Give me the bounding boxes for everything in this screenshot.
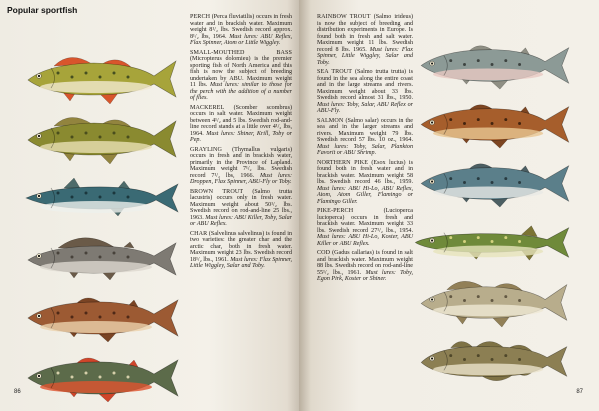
fish-marking xyxy=(99,316,102,319)
fish-pupil xyxy=(431,239,433,241)
fish-pupil xyxy=(38,195,40,197)
fish-marking xyxy=(463,181,466,184)
perch-illustration xyxy=(18,48,186,108)
entry-cod: COD (Gadus callarias) is found in salt and brackish water. Maximum weight 88 lbs. Swedish record on rod-and-line 55¹/₂ lbs., 1961. Must lures: Toby, Egon Pirk, Koster or Shiner. xyxy=(317,250,413,282)
fish-marking xyxy=(449,354,452,357)
fish-fin xyxy=(490,80,508,89)
brown-trout-illustration xyxy=(18,288,186,348)
fish-fin xyxy=(124,242,134,248)
fish-marking xyxy=(491,181,494,184)
fish-pupil xyxy=(431,121,433,123)
salmon-illustration xyxy=(401,154,587,213)
page-heading: Popular sportfish xyxy=(7,5,78,15)
fish-marking xyxy=(71,376,74,379)
entry-northern-pike: NORTHERN PIKE (Esox lucius) is found both in fresh water and in brackish water. Maximum weight 58 lbs. Swedish record 46 lbs., 1959. Must lures: ABU Hi-Lo, ABU Reflex, Atom, Atom Giller, Flamingo or Flamingo Giller. xyxy=(317,159,413,205)
entry-perch: PERCH (Perca fluviatilis) occurs in fresh water and in brackish water. Maximum weight 8¹/₂ lbs. Swedish record approx. 8¹/₂ lbs, 1964. Must lures: ABU Reflex, Flax Spinner, Atom or Little Wiggley. xyxy=(190,14,292,46)
fish-belly xyxy=(40,321,152,333)
grayling-illustration xyxy=(18,228,186,288)
fish-pupil xyxy=(38,75,40,77)
right-page xyxy=(299,0,599,411)
fish-marking xyxy=(477,118,480,121)
left-page xyxy=(0,0,299,411)
fish-marking xyxy=(57,132,60,135)
fish-marking xyxy=(477,354,480,357)
entry-grayling: GRAYLING (Thymallus vulgaris) occurs in fresh and in brackish water, primarily in the Province of Lapland. Maximum weight 7¹/₂ lbs. Swedish record 7¹/₂ lbs, 1966. Must lures: Droppen, Flax Spinner, ABU-Fly or Toby. xyxy=(190,146,293,185)
fish-pupil xyxy=(38,135,40,137)
fish-marking xyxy=(491,240,494,243)
fish-marking xyxy=(85,72,88,75)
fish-marking xyxy=(449,236,452,239)
fish-marking xyxy=(491,63,494,66)
fish-marking xyxy=(113,72,116,75)
fish-marking xyxy=(491,358,494,361)
fish-marking xyxy=(113,372,116,375)
fish-marking xyxy=(127,136,130,139)
fish-marking xyxy=(99,256,102,259)
fish-marking xyxy=(127,256,130,259)
fish-fin xyxy=(64,178,80,188)
fish-marking xyxy=(113,312,116,315)
fish-pupil xyxy=(38,375,40,377)
fish-marking xyxy=(113,252,116,255)
fish-marking xyxy=(99,376,102,379)
fish-marking xyxy=(518,240,521,243)
northern-pike-illustration xyxy=(401,213,587,272)
fish-pupil xyxy=(431,62,433,64)
fish-marking xyxy=(127,196,130,199)
fish-belly xyxy=(40,201,152,213)
fish-fin xyxy=(490,198,508,207)
fish-marking xyxy=(504,295,507,298)
fish-fin xyxy=(522,226,538,237)
fish-marking xyxy=(71,76,74,79)
fish-belly xyxy=(40,261,152,273)
fish-marking xyxy=(57,192,60,195)
entry-small-mouthed-bass: SMALL-MOUTHED BASS (Micropterus dolomieu) is the premier sporting fish of North America and this fish is now the subject of breeding undertaken by ABU. Maximum weight 11 lbs. Must lures: similar to those for the perch with the addition of a number of flies. xyxy=(190,49,292,101)
fish-belly xyxy=(433,245,543,257)
fish-marking xyxy=(57,252,60,255)
fish-belly xyxy=(40,81,152,93)
fish-marking xyxy=(127,376,130,379)
fish-marking xyxy=(504,236,507,239)
page-number-left: 86 xyxy=(14,389,21,395)
fish-pupil xyxy=(38,255,40,257)
fish-marking xyxy=(504,59,507,62)
fish-marking xyxy=(463,358,466,361)
right-text-column xyxy=(317,14,413,286)
fish-marking xyxy=(449,295,452,298)
fish-marking xyxy=(85,132,88,135)
fish-pupil xyxy=(431,180,433,182)
fish-marking xyxy=(99,196,102,199)
fish-marking xyxy=(504,354,507,357)
fish-marking xyxy=(449,177,452,180)
sea-trout-illustration xyxy=(401,95,587,154)
entry-mackerel: MACKEREL (Scomber scombrus) occurs in salt water. Maximum weight between 4¹/₂ and 5 lbs. Swedish rod-and-line record stands at a little over 4¹/₂ lbs, 1964. Must lures: Shiner, Krill, Toby or Pep. xyxy=(190,104,292,143)
fish-marking xyxy=(71,136,74,139)
fish-belly xyxy=(433,68,543,80)
entry-brown-trout: BROWN TROUT (Salmo trutta lacustris) occurs only in fresh water. Maximum weight about 50¹/₂ lbs. Swedish record on rod-and-line 25 lbs., 1963. Must lures: ABU Killer, Toby, Salar or ABU Reflex. xyxy=(190,188,292,227)
fish-marking xyxy=(99,76,102,79)
mackerel-illustration xyxy=(18,168,186,228)
right-fish-illustrations xyxy=(401,36,587,390)
fish-marking xyxy=(463,299,466,302)
fish-marking xyxy=(518,299,521,302)
fish-belly xyxy=(433,363,543,375)
fish-fin xyxy=(490,139,508,148)
fish-marking xyxy=(85,372,88,375)
fish-marking xyxy=(85,192,88,195)
fish-marking xyxy=(57,312,60,315)
fish-marking xyxy=(99,136,102,139)
fish-marking xyxy=(85,312,88,315)
fish-marking xyxy=(518,358,521,361)
fish-marking xyxy=(463,63,466,66)
fish-marking xyxy=(491,122,494,125)
bass-illustration xyxy=(18,108,186,168)
fish-belly xyxy=(433,304,543,316)
fish-pupil xyxy=(38,315,40,317)
fish-marking xyxy=(477,295,480,298)
fish-pupil xyxy=(431,357,433,359)
entry-rainbow-trout: RAINBOW TROUT (Salmo irideus) is now the subject of breeding and distribution experiments in Europe. Is found both in fresh and salt water. Maximum weight 11 lbs. Swedish record 8 lbs. 1965. Must lures: Flax Spinner, Little Wiggley, Salar and Toby. xyxy=(317,14,413,66)
entry-pike-perch: PIKE-PERCH (Lucioperca lucioperca) occurs in fresh and brackish water. Maximum weight 33 lbs. Swedish record 27¹/₂ lbs., 1954. Must lures: ABU Hi-Lo, Koster, ABU Killer or ABU Reflex. xyxy=(317,208,413,247)
fish-marking xyxy=(518,181,521,184)
left-fish-illustrations xyxy=(18,48,186,408)
fish-fin xyxy=(98,393,116,402)
fish-belly xyxy=(40,141,152,153)
fish-marking xyxy=(449,118,452,121)
fish-marking xyxy=(127,316,130,319)
fish-fin xyxy=(98,333,116,342)
fish-marking xyxy=(85,252,88,255)
entry-char: CHAR (Salvelinus salvelinus) is found in two varieties: the greater char and the arctic char, both in fresh water. Maximum weight 23 lbs. Swedish record 18¹/₂ lbs., 1961. Must lures: Flax Spinner, Little Wiggley, Salar and Toby. xyxy=(190,230,292,269)
entry-sea-trout: SEA TROUT (Salmo trutta trutta) is found in the sea along the entire coast and in the large streams and rivers. Maximum weight about 33 lbs. Swedish record almost 31 lbs., 1950. Must lures: Toby, Salar, ABU Reflex or ABU-Fly. xyxy=(317,69,413,114)
fish-marking xyxy=(127,76,130,79)
fish-fin xyxy=(102,272,116,280)
fish-marking xyxy=(57,372,60,375)
fish-marking xyxy=(57,72,60,75)
entry-salmon: SALMON (Salmo salar) occurs in the sea and in the larger streams and rivers. Maximum weight 79 lbs. Swedish record 57 lbs. 10 oz., 1964. Must lures: Toby, Salar, Plankton Favorit or ABU Shrimp. xyxy=(317,117,413,156)
fish-marking xyxy=(113,132,116,135)
fish-marking xyxy=(463,240,466,243)
fish-marking xyxy=(504,177,507,180)
fish-marking xyxy=(477,59,480,62)
rainbow-trout-illustration xyxy=(401,36,587,95)
fish-pupil xyxy=(431,298,433,300)
char-illustration xyxy=(18,348,186,408)
fish-marking xyxy=(504,118,507,121)
cod-illustration xyxy=(401,331,587,390)
fish-marking xyxy=(71,256,74,259)
page-number-right: 87 xyxy=(576,389,583,395)
fish-marking xyxy=(71,196,74,199)
fish-marking xyxy=(518,122,521,125)
fish-marking xyxy=(518,63,521,66)
fish-belly xyxy=(433,127,543,139)
left-text-column xyxy=(190,14,292,273)
fish-marking xyxy=(71,316,74,319)
fish-marking xyxy=(491,299,494,302)
pike-perch-illustration xyxy=(401,272,587,331)
fish-marking xyxy=(477,177,480,180)
fish-marking xyxy=(113,192,116,195)
fish-belly xyxy=(433,186,543,198)
fish-marking xyxy=(477,236,480,239)
fish-marking xyxy=(449,59,452,62)
fish-marking xyxy=(463,122,466,125)
fish-belly xyxy=(40,381,152,393)
